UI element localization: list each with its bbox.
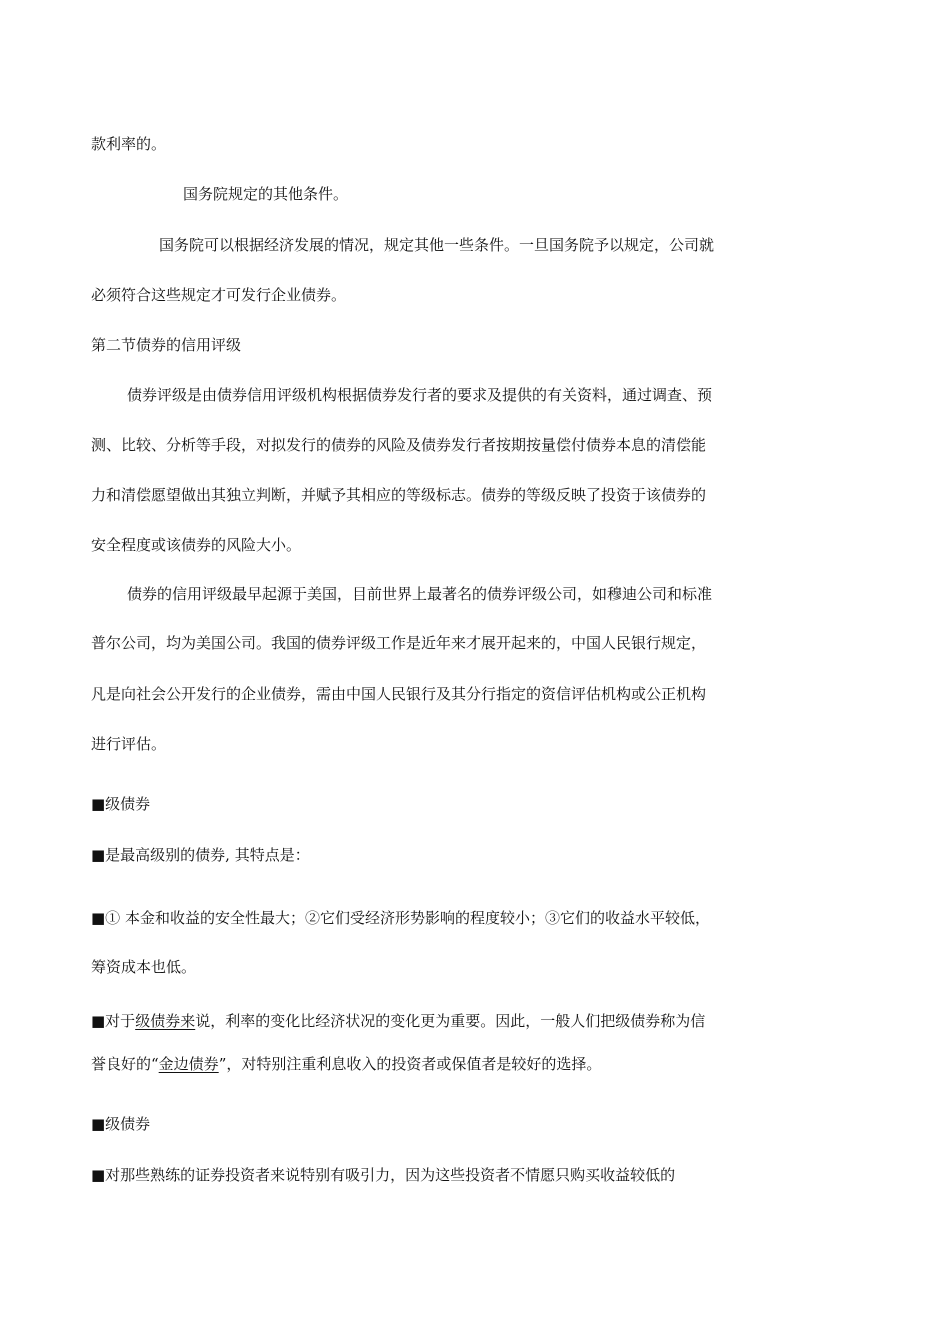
paragraph-line [91, 1054, 601, 1074]
paragraph-line: 款利率的。 [91, 135, 167, 153]
paragraph-line: 进行评估。 [91, 735, 167, 753]
bullet-heading: ■级债券 [91, 795, 151, 813]
paragraph-line: 测、比较、分析等手段，对拟发行的债券的风险及债券发行者按期按量偿付债券本息的清偿能 [91, 436, 707, 454]
section-heading: 第二节债券的信用评级 [91, 336, 242, 354]
paragraph-line: 国务院可以根据经济发展的情况，规定其他一些条件。一旦国务院予以规定，公司就 [159, 236, 715, 254]
paragraph-line: 普尔公司，均为美国公司。我国的债券评级工作是近年来才展开起来的，中国人民银行规定， [91, 634, 707, 652]
bullet-line: ■对那些熟练的证券投资者来说特别有吸引力，因为这些投资者不情愿只购买收益较低的 [91, 1166, 676, 1184]
paragraph-line: 必须符合这些规定才可发行企业债券。 [91, 286, 347, 304]
paragraph-line: 债券评级是由债券信用评级机构根据债券发行者的要求及提供的有关资料，通过调查、预 [127, 386, 713, 404]
line-rest: 说，利率的变化比经济状况的变化更为重要。因此，一般人们把级债券称为信 [195, 1012, 706, 1030]
underlined-term-link[interactable]: 级债券来 [135, 1012, 196, 1030]
paragraph-line: 安全程度或该债券的风险大小。 [91, 536, 302, 554]
bullet-heading: ■级债券 [91, 1115, 151, 1133]
paragraph-line: 凡是向社会公开发行的企业债券，需由中国人民银行及其分行指定的资信评估机构或公正机构 [91, 685, 707, 703]
bullet-line: ■① 本金和收益的安全性最大；②它们受经济形势影响的程度较小；③它们的收益水平较低， [91, 909, 710, 927]
bullet-line: ■是最高级别的债券, 其特点是： [91, 846, 310, 864]
paragraph-line: 国务院规定的其他条件。 [183, 185, 349, 203]
bullet-line [91, 1011, 705, 1031]
line-rest: ”，对特别注重利息收入的投资者或保值者是较好的选择。 [218, 1055, 602, 1073]
line-prefix: 誉良好的“ [91, 1055, 159, 1073]
paragraph-line: 力和清偿愿望做出其独立判断，并赋予其相应的等级标志。债券的等级反映了投资于该债券的 [91, 486, 707, 504]
paragraph-line: 债券的信用评级最早起源于美国，目前世界上最著名的债券评级公司，如穆迪公司和标准 [127, 585, 713, 603]
paragraph-line: 筹资成本也低。 [91, 958, 197, 976]
underlined-term-link[interactable]: 金边债券 [158, 1055, 219, 1073]
line-prefix: ■对于 [91, 1012, 136, 1030]
